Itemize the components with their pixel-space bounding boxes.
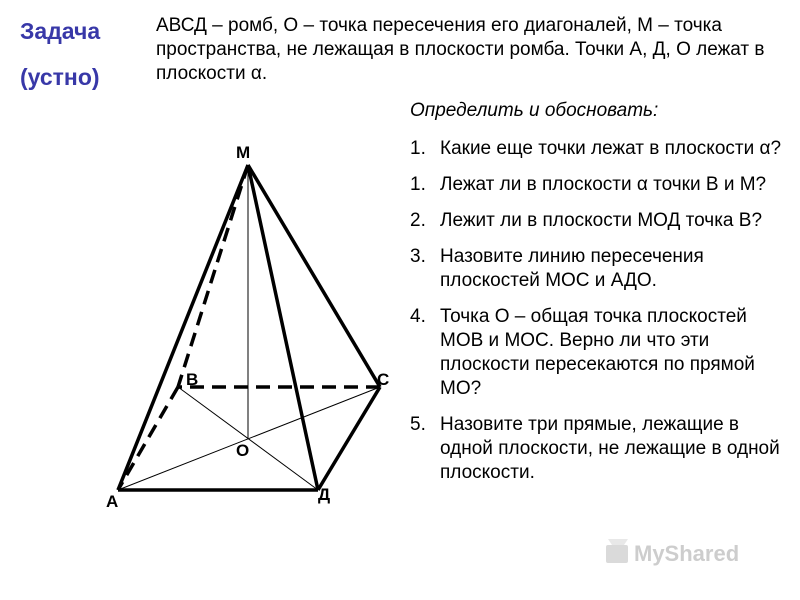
questions-header: Определить и обосновать:: [410, 100, 659, 121]
question-number: 3.: [410, 246, 426, 267]
question-text: Точка О – общая точка плоскостей МОВ и МОС. Верно ли что эти плоскости пересекаются по прямой МО?: [440, 306, 755, 399]
question-text: Назовите три прямые, лежащие в одной плоскости, не лежащие в одной плоскости.: [440, 414, 780, 483]
vertex-label-a: А: [106, 492, 119, 511]
watermark-logo: [604, 536, 754, 570]
edge-mc: [248, 165, 380, 387]
vertex-label-b: В: [186, 370, 199, 389]
task-title-line1: Задача: [20, 18, 101, 44]
question-number: 5.: [410, 414, 426, 435]
vertex-label-o: О: [236, 441, 250, 460]
question-number: 2.: [410, 210, 426, 231]
edge-mb-hidden: [178, 165, 248, 387]
edge-ba-hidden: [118, 387, 178, 490]
question-text: Назовите линию пересечения плоскостей МОС и АДО.: [440, 246, 704, 291]
question-number: 1.: [410, 138, 426, 159]
question-number: 4.: [410, 306, 426, 327]
problem-statement: АВСД – ромб, О – точка пересечения его диагоналей, М – точка пространства, не лежащая в плоскости ромба. Точки А, Д, О лежат в плоскости α.: [156, 15, 765, 84]
question-text: Лежат ли в плоскости α точки В и М?: [440, 174, 767, 195]
vertex-label-d: Д: [318, 485, 331, 504]
edge-md: [248, 165, 318, 490]
task-title-line2: (устно): [20, 64, 100, 90]
question-number: 1.: [410, 174, 426, 195]
watermark-text: MyShared: [634, 541, 740, 566]
question-text: Какие еще точки лежат в плоскости α?: [440, 138, 782, 159]
diagonal-ac: [118, 387, 380, 490]
watermark-icon: [606, 539, 628, 563]
question-text: Лежит ли в плоскости МОД точка В?: [440, 210, 763, 231]
vertex-label-m: М: [236, 143, 251, 162]
vertex-label-c: С: [377, 370, 390, 389]
edge-dc: [318, 387, 380, 490]
edge-ma: [118, 165, 248, 490]
